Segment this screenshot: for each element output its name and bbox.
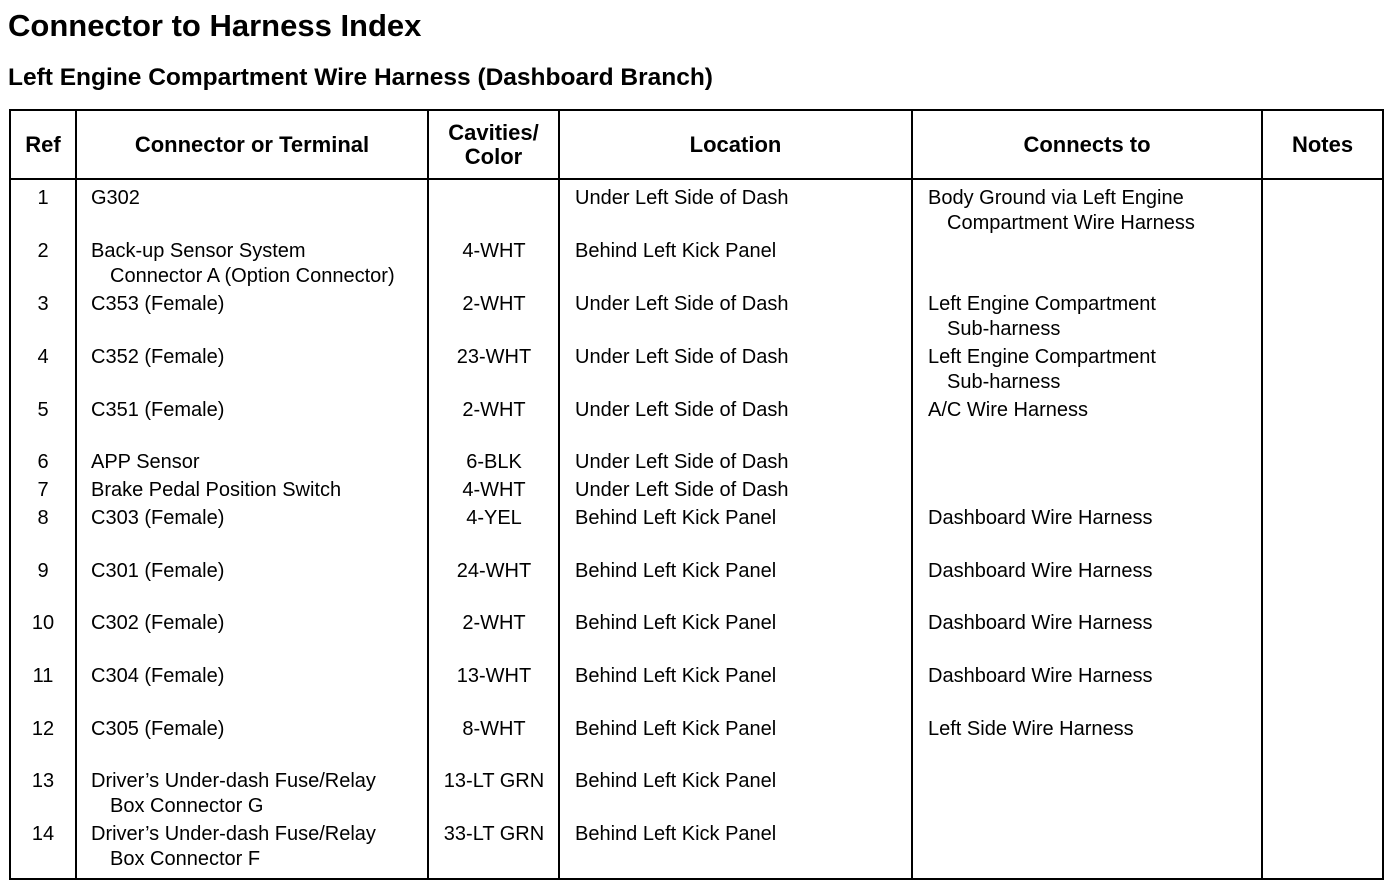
row-ref: 12: [31, 718, 55, 740]
row-connects-to: Dashboard Wire Harness: [928, 560, 1153, 582]
column-divider: [1261, 111, 1263, 878]
row-ref: 14: [31, 823, 55, 845]
row-connector: APP Sensor: [91, 451, 200, 473]
row-location: Under Left Side of Dash: [575, 451, 789, 473]
row-location: Under Left Side of Dash: [575, 479, 789, 501]
row-connects-to: Dashboard Wire Harness: [928, 612, 1153, 634]
header-ref: Ref: [25, 131, 61, 157]
row-connector: C353 (Female): [91, 293, 225, 315]
header-cavities: [429, 111, 558, 178]
row-connector-continued: Box Connector F: [110, 848, 261, 870]
column-divider: [911, 111, 913, 878]
row-cavities-color: 24-WHT: [456, 560, 532, 582]
row-connector: Brake Pedal Position Switch: [91, 479, 342, 501]
header-location: Location: [689, 131, 782, 157]
header-connector: Connector or Terminal: [134, 131, 370, 157]
row-ref: 9: [37, 560, 49, 582]
header-notes: Notes: [1291, 131, 1354, 157]
row-cavities-color: 2-WHT: [462, 612, 526, 634]
header-connects-to: Connects to: [1023, 131, 1151, 157]
row-ref: 13: [31, 770, 55, 792]
row-cavities-color: 2-WHT: [462, 399, 526, 421]
connector-index-table: [9, 109, 1384, 880]
row-ref: 4: [37, 346, 49, 368]
row-connector-continued: Box Connector G: [110, 795, 264, 817]
row-location: Under Left Side of Dash: [575, 399, 789, 421]
row-location: Behind Left Kick Panel: [575, 560, 777, 582]
row-cavities-color: 13-LT GRN: [443, 770, 545, 792]
row-ref: 10: [31, 612, 55, 634]
row-location: Behind Left Kick Panel: [575, 718, 777, 740]
header-cavities-line2: Color: [464, 143, 523, 169]
row-connects-to-continued: Compartment Wire Harness: [947, 212, 1195, 234]
row-connects-to: Left Side Wire Harness: [928, 718, 1134, 740]
row-cavities-color: 4-WHT: [462, 240, 526, 262]
row-ref: 11: [32, 665, 54, 687]
row-cavities-color: 23-WHT: [456, 346, 532, 368]
row-cavities-color: 33-LT GRN: [443, 823, 545, 845]
row-cavities-color: 6-BLK: [466, 451, 522, 473]
row-connector: G302: [91, 187, 140, 209]
row-ref: 8: [37, 507, 49, 529]
row-connects-to: A/C Wire Harness: [928, 399, 1089, 421]
row-connects-to: Dashboard Wire Harness: [928, 507, 1153, 529]
row-connects-to-continued: Sub-harness: [947, 318, 1061, 340]
row-ref: 5: [37, 399, 49, 421]
row-cavities-color: 2-WHT: [462, 293, 526, 315]
row-connector-continued: Connector A (Option Connector): [110, 265, 395, 287]
row-connector: C304 (Female): [91, 665, 225, 687]
row-connector: C301 (Female): [91, 560, 225, 582]
row-connector: C303 (Female): [91, 507, 225, 529]
row-connects-to: Dashboard Wire Harness: [928, 665, 1153, 687]
row-connector: Driver’s Under-dash Fuse/Relay: [91, 770, 376, 792]
row-cavities-color: 8-WHT: [462, 718, 526, 740]
row-location: Behind Left Kick Panel: [575, 507, 777, 529]
row-location: Under Left Side of Dash: [575, 187, 789, 209]
header-divider: [11, 178, 1382, 180]
row-ref: 1: [37, 187, 49, 209]
row-connects-to: Body Ground via Left Engine: [928, 187, 1184, 209]
row-connector: Back-up Sensor System: [91, 240, 306, 262]
column-divider: [75, 111, 77, 878]
row-location: Behind Left Kick Panel: [575, 823, 777, 845]
row-cavities-color: 13-WHT: [456, 665, 532, 687]
row-connects-to-continued: Sub-harness: [947, 371, 1061, 393]
row-location: Behind Left Kick Panel: [575, 612, 777, 634]
page-subtitle: Left Engine Compartment Wire Harness (Dashboard Branch): [8, 64, 713, 91]
row-ref: 7: [37, 479, 49, 501]
row-ref: 3: [37, 293, 49, 315]
row-location: Behind Left Kick Panel: [575, 770, 777, 792]
row-connects-to: Left Engine Compartment: [928, 293, 1156, 315]
row-location: Under Left Side of Dash: [575, 346, 789, 368]
row-connector: C305 (Female): [91, 718, 225, 740]
row-connects-to: Left Engine Compartment: [928, 346, 1156, 368]
row-location: Under Left Side of Dash: [575, 293, 789, 315]
row-cavities-color: 4-WHT: [462, 479, 526, 501]
row-connector: C352 (Female): [91, 346, 225, 368]
page-title: Connector to Harness Index: [8, 8, 422, 43]
row-ref: 2: [37, 240, 49, 262]
row-location: Behind Left Kick Panel: [575, 665, 777, 687]
row-location: Behind Left Kick Panel: [575, 240, 777, 262]
row-ref: 6: [37, 451, 49, 473]
row-connector: Driver’s Under-dash Fuse/Relay: [91, 823, 376, 845]
header-cavities-line1: Cavities/: [448, 119, 539, 145]
row-connector: C351 (Female): [91, 399, 225, 421]
row-cavities-color: 4-YEL: [466, 507, 522, 529]
row-connector: C302 (Female): [91, 612, 225, 634]
